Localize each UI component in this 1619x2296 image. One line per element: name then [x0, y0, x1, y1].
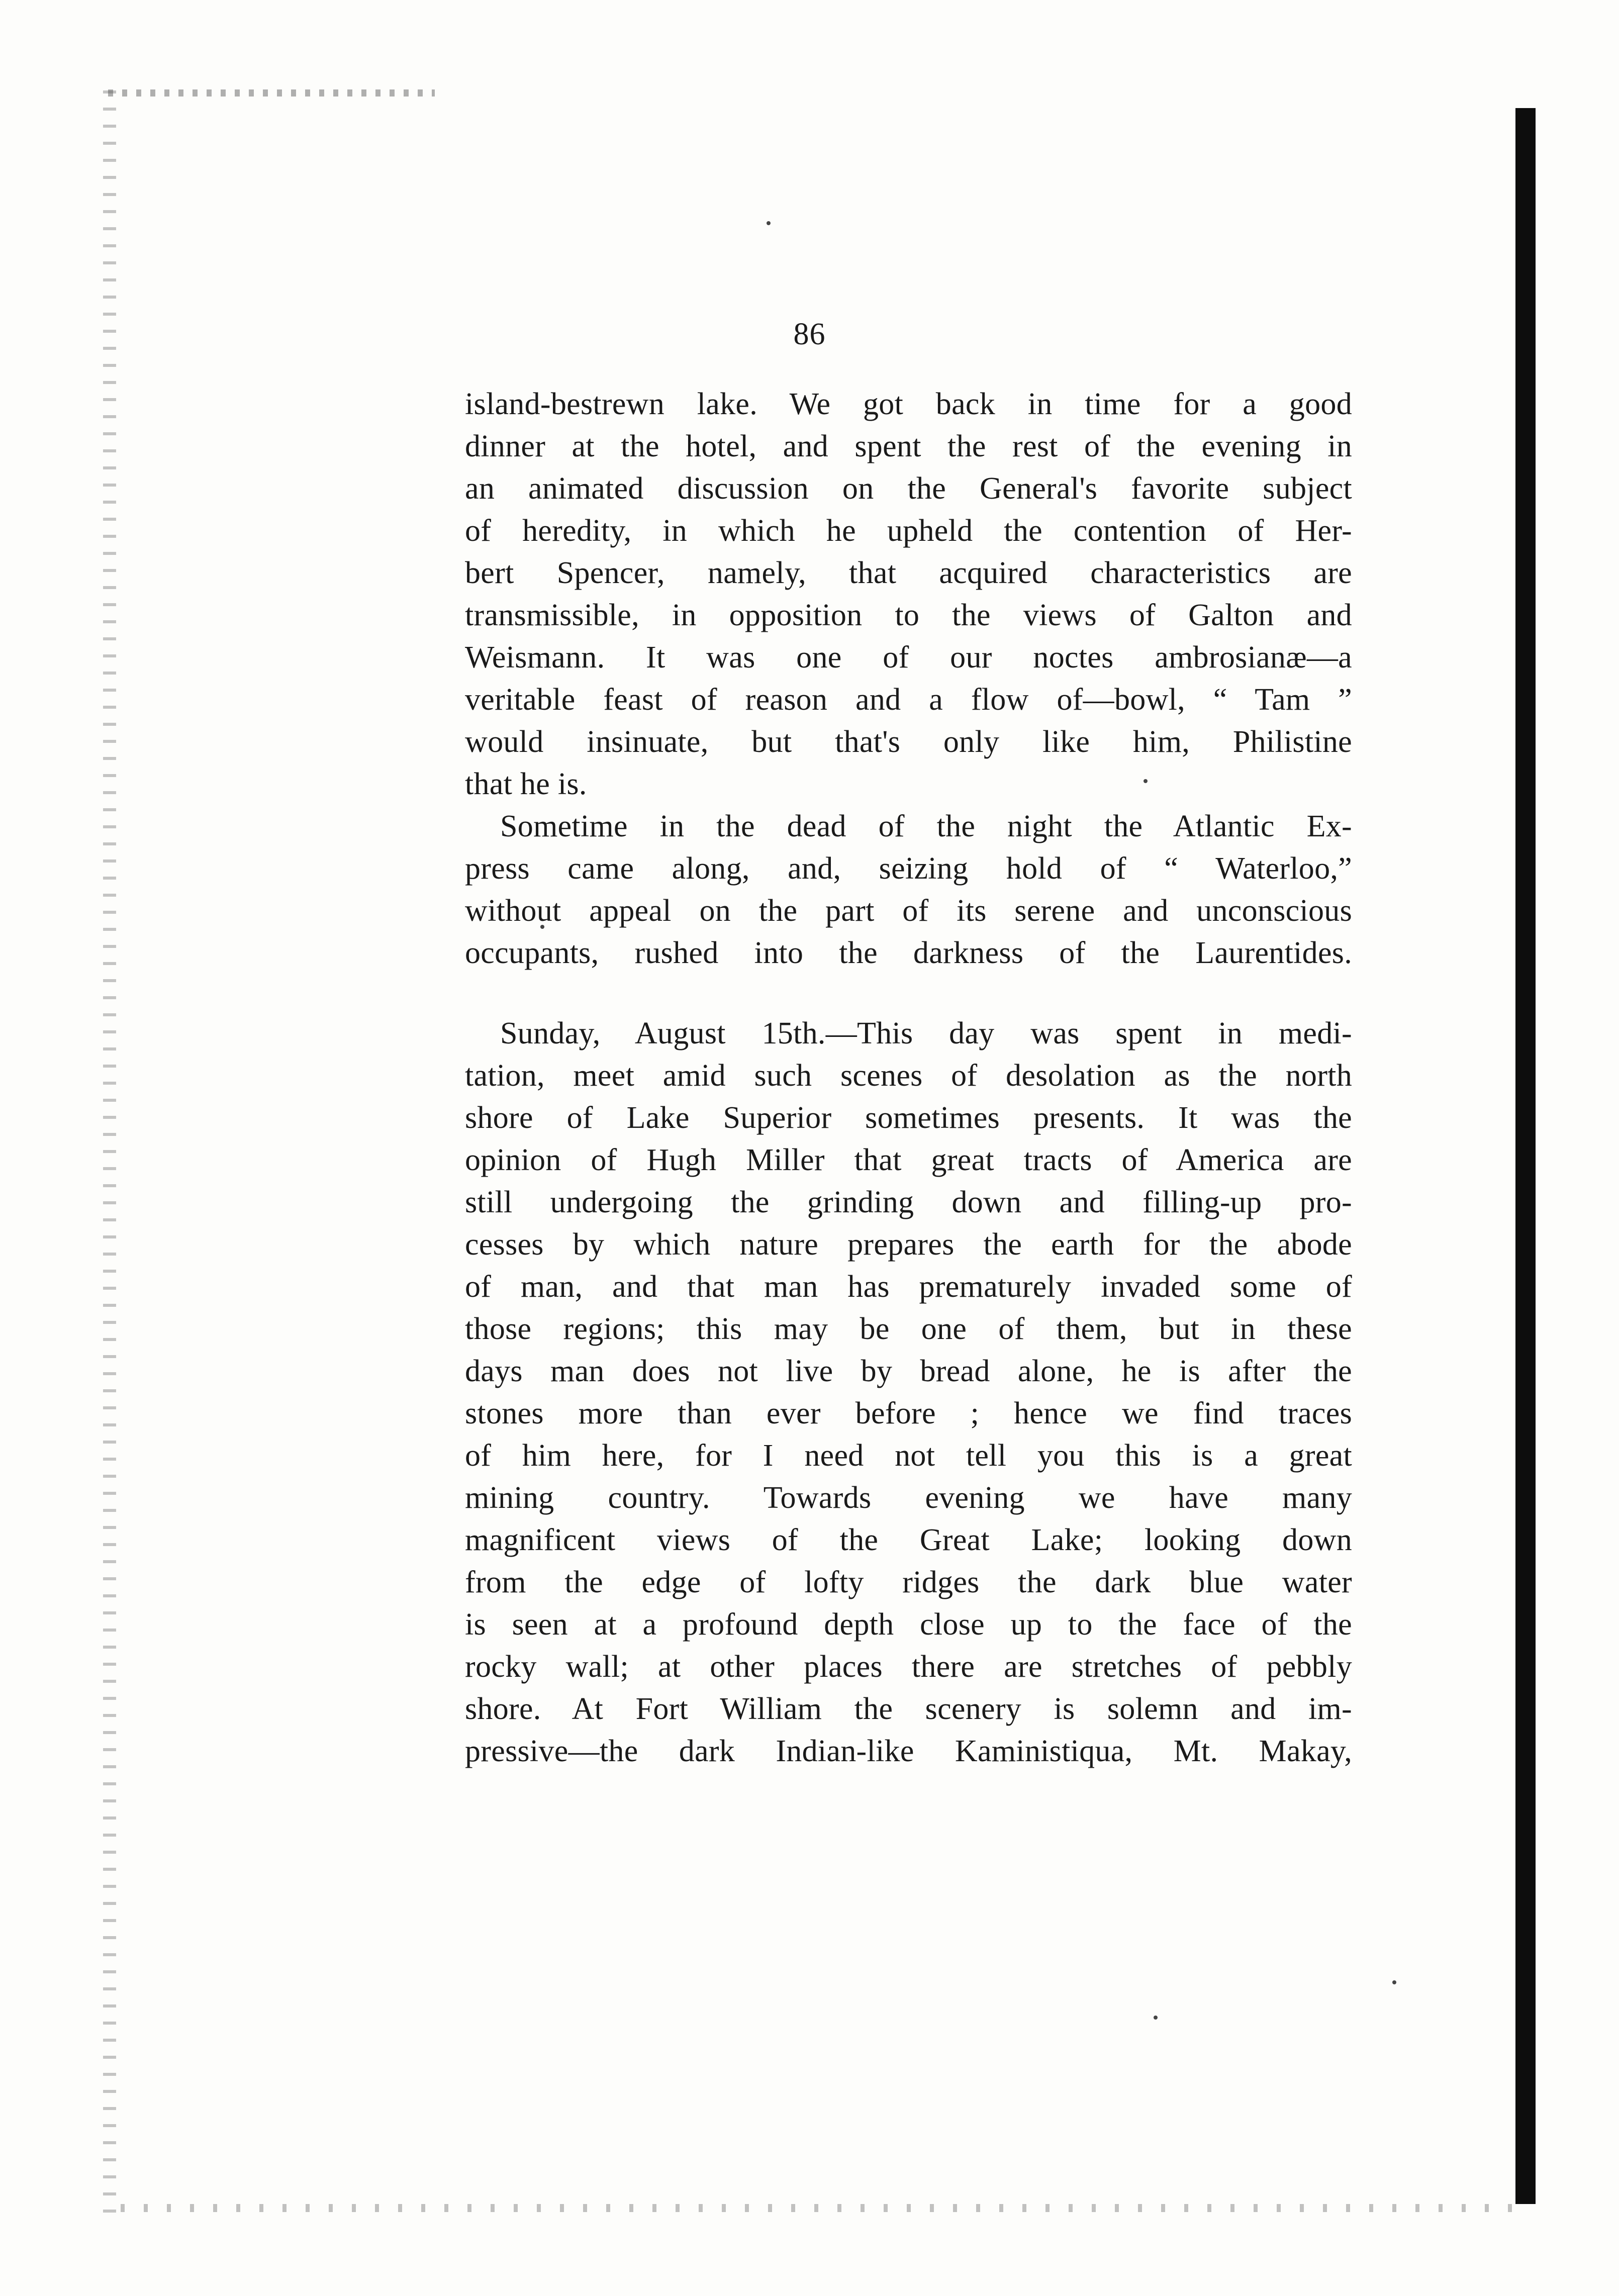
- scan-edge-left: [103, 90, 116, 2217]
- scan-edge-bottom: [121, 2204, 1518, 2212]
- text-line: shore of Lake Superior sometimes presents. It was the: [465, 1101, 1352, 1135]
- paragraph: [465, 1012, 1352, 1772]
- page-number: 86: [793, 317, 826, 351]
- text-line: without appeal on the part of its serene and unconscious: [465, 894, 1352, 928]
- text-line: Weismann. It was one of our noctes ambrosianæ—a: [465, 640, 1352, 675]
- text-line: pressive—the dark Indian-like Kaministiqua, Mt. Makay,: [465, 1734, 1352, 1768]
- text-line: opinion of Hugh Miller that great tracts of America are: [465, 1143, 1352, 1177]
- scan-edge-top: [108, 89, 435, 97]
- text-line: cesses by which nature prepares the earth for the abode: [465, 1227, 1352, 1262]
- scan-speck: [1154, 2016, 1158, 2020]
- text-line: island-bestrewn lake. We got back in time for a good: [465, 387, 1352, 421]
- text-line: still undergoing the grinding down and filling-up pro-: [465, 1185, 1352, 1219]
- text-line: rocky wall; at other places there are stretches of pebbly: [465, 1650, 1352, 1684]
- text-line: an animated discussion on the General's favorite subject: [465, 471, 1352, 506]
- text-line: of man, and that man has prematurely invaded some of: [465, 1270, 1352, 1304]
- text-line: days man does not live by bread alone, he is after the: [465, 1354, 1352, 1388]
- paragraph: [465, 805, 1352, 974]
- text-line: those regions; this may be one of them, but in these: [465, 1312, 1352, 1346]
- text-line: magnificent views of the Great Lake; looking down: [465, 1523, 1352, 1557]
- text-line: press came along, and, seizing hold of “ Waterloo,”: [465, 851, 1352, 886]
- text-line: Sometime in the dead of the night the Atlantic Ex-: [500, 809, 1352, 843]
- text-line: transmissible, in opposition to the views of Galton and: [465, 598, 1352, 632]
- body-text: [465, 383, 1352, 1772]
- text-line: of him here, for I need not tell you this is a great: [465, 1439, 1352, 1473]
- text-line: stones more than ever before ; hence we find traces: [465, 1396, 1352, 1430]
- scan-speck: [767, 221, 771, 225]
- text-line: from the edge of lofty ridges the dark blue water: [465, 1565, 1352, 1599]
- text-line: shore. At Fort William the scenery is solemn and im-: [465, 1692, 1352, 1726]
- text-line: that he is.: [465, 767, 587, 801]
- text-line: occupants, rushed into the darkness of the Laurentides.: [465, 936, 1352, 970]
- text-line: Sunday, August 15th.—This day was spent in medi-: [500, 1016, 1352, 1050]
- text-line: dinner at the hotel, and spent the rest of the evening in: [465, 429, 1352, 463]
- text-line: of heredity, in which he upheld the contention of Her-: [465, 514, 1352, 548]
- paragraph-gap: [465, 974, 1352, 1012]
- text-line: veritable feast of reason and a flow of—bowl, “ Tam ”: [465, 683, 1352, 717]
- text-line: bert Spencer, namely, that acquired characteristics are: [465, 556, 1352, 590]
- paragraph: [465, 383, 1352, 805]
- text-line: tation, meet amid such scenes of desolation as the north: [465, 1059, 1352, 1093]
- scan-speck: [1392, 1980, 1396, 1984]
- scan-edge-right: [1515, 108, 1536, 2204]
- text-line: is seen at a profound depth close up to the face of the: [465, 1607, 1352, 1642]
- text-line: would insinuate, but that's only like him, Philistine: [465, 725, 1352, 759]
- text-line: mining country. Towards evening we have many: [465, 1481, 1352, 1515]
